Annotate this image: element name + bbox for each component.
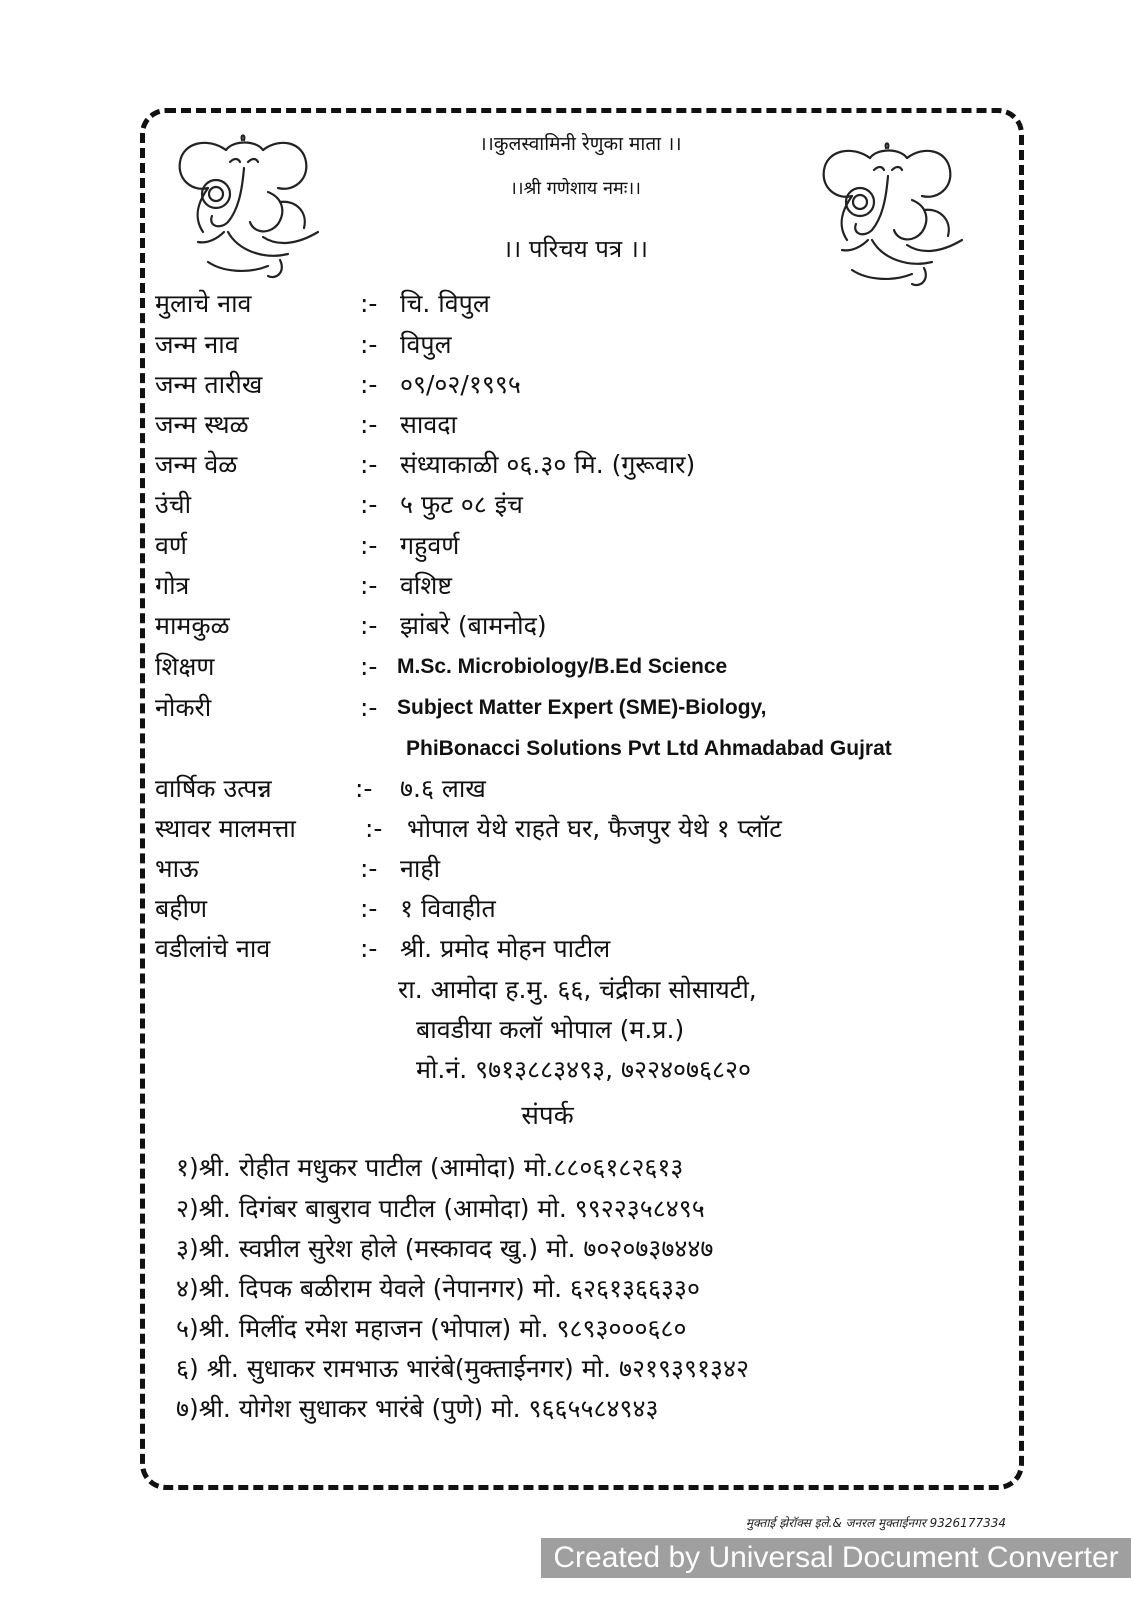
detail-label: जन्म तारीख	[155, 370, 263, 399]
detail-value: नाही	[400, 854, 441, 883]
address-line-2: बावडीया कलॉ भोपाल (म.प्र.)	[416, 1015, 685, 1044]
detail-value: १ विवाहीत	[400, 894, 496, 923]
detail-separator: :-	[360, 934, 378, 963]
detail-value: Subject Matter Expert (SME)-Biology,	[397, 696, 767, 719]
address-phone: मो.नं. ९७१३८८३४९३, ७२२४०७६८२०	[416, 1055, 752, 1084]
detail-label: वर्ण	[155, 531, 187, 560]
detail-value: M.Sc. Microbiology/B.Ed Science	[397, 655, 728, 678]
detail-value: गहुवर्ण	[400, 531, 460, 560]
job-company-line: PhiBonacci Solutions Pvt Ltd Ahmadabad Gujrat	[406, 737, 892, 760]
contact-item: १)श्री. रोहीत मधुकर पाटील (आमोदा) मो.८८०६१८२६१३	[176, 1153, 684, 1182]
detail-value: भोपाल येथे राहते घर, फैजपुर येथे १ प्लॉट	[407, 814, 782, 843]
detail-value: ०९/०२/१९९५	[400, 370, 521, 399]
contact-item: २)श्री. दिगंबर बाबुराव पाटील (आमोदा) मो. ९९२२३५८४९५	[176, 1194, 705, 1223]
detail-label: स्थावर मालमत्ता	[155, 814, 296, 843]
detail-value: ५ फुट ०८ इंच	[400, 490, 523, 519]
converter-watermark: Created by Universal Document Converter	[541, 1538, 1131, 1578]
detail-value: ७.६ लाख	[400, 774, 486, 803]
detail-label: जन्म स्थळ	[155, 410, 249, 439]
detail-label: वार्षिक उत्पन्न	[155, 774, 272, 803]
detail-value: वशिष्ट	[400, 571, 452, 600]
detail-label: जन्म नाव	[155, 330, 239, 359]
detail-separator: :-	[360, 693, 378, 722]
contact-item: ७)श्री. योगेश सुधाकर भारंबे (पुणे) मो. ९६६५५८४९४३	[176, 1394, 659, 1423]
detail-value: चि. विपुल	[400, 289, 490, 318]
detail-label: बहीण	[155, 894, 208, 923]
detail-label: भाऊ	[155, 854, 199, 883]
header-ganesh: ।।श्री गणेशाय नमः।।	[509, 178, 642, 199]
contact-item: ३)श्री. स्वप्नील सुरेश होले (मस्कावद खु.) मो. ७०२०७३७४४७	[176, 1234, 714, 1263]
detail-separator: :-	[355, 774, 373, 803]
detail-separator: :-	[360, 531, 378, 560]
header-kuldevi: ।।कुलस्वामिनी रेणुका माता ।।	[479, 133, 682, 155]
detail-separator: :-	[360, 571, 378, 600]
detail-separator: :-	[360, 490, 378, 519]
detail-separator: :-	[360, 370, 378, 399]
contact-item: ६) श्री. सुधाकर रामभाऊ भारंबे(मुक्ताईनगर) मो. ७२१९३९१३४२	[176, 1354, 750, 1383]
detail-label: शिक्षण	[155, 652, 215, 681]
detail-value: श्री. प्रमोद मोहन पाटील	[400, 934, 611, 963]
contact-heading: संपर्क	[521, 1101, 574, 1131]
detail-value: सावदा	[400, 410, 458, 439]
detail-label: नोकरी	[155, 693, 212, 722]
detail-value: झांबरे (बामनोद)	[400, 611, 547, 640]
detail-separator: :-	[360, 450, 378, 479]
detail-separator: :-	[360, 894, 378, 923]
detail-separator: :-	[360, 410, 378, 439]
detail-label: वडीलांचे नाव	[155, 934, 271, 963]
header-title: ।। परिचय पत्र ।।	[503, 235, 648, 263]
detail-label: मामकुळ	[155, 611, 230, 640]
address-line-1: रा. आमोदा ह.मु. ६६, चंद्रीका सोसायटी,	[398, 975, 757, 1004]
detail-separator: :-	[360, 611, 378, 640]
detail-value: विपुल	[400, 330, 452, 359]
detail-separator: :-	[360, 854, 378, 883]
detail-label: जन्म वेळ	[155, 450, 238, 479]
detail-separator: :-	[360, 330, 378, 359]
detail-separator: :-	[360, 652, 378, 681]
contact-item: ५)श्री. मिलींद रमेश महाजन (भोपाल) मो. ९८९३०००६८०	[176, 1314, 687, 1343]
detail-label: उंची	[155, 490, 192, 519]
detail-label: मुलाचे नाव	[155, 289, 252, 318]
ganesh-right-icon	[812, 140, 977, 290]
detail-separator: :-	[360, 289, 378, 318]
shop-signature: मुक्ताई झेरॉक्स इले.& जनरल मुक्ताईनगर 9326177334	[745, 1516, 1006, 1530]
detail-label: गोत्र	[155, 571, 190, 600]
contact-item: ४)श्री. दिपक बळीराम येवले (नेपानगर) मो. ६२६१३६६३३०	[176, 1274, 701, 1303]
detail-separator: :-	[365, 814, 383, 843]
detail-value: संध्याकाळी ०६.३० मि. (गुरूवार)	[400, 450, 696, 479]
